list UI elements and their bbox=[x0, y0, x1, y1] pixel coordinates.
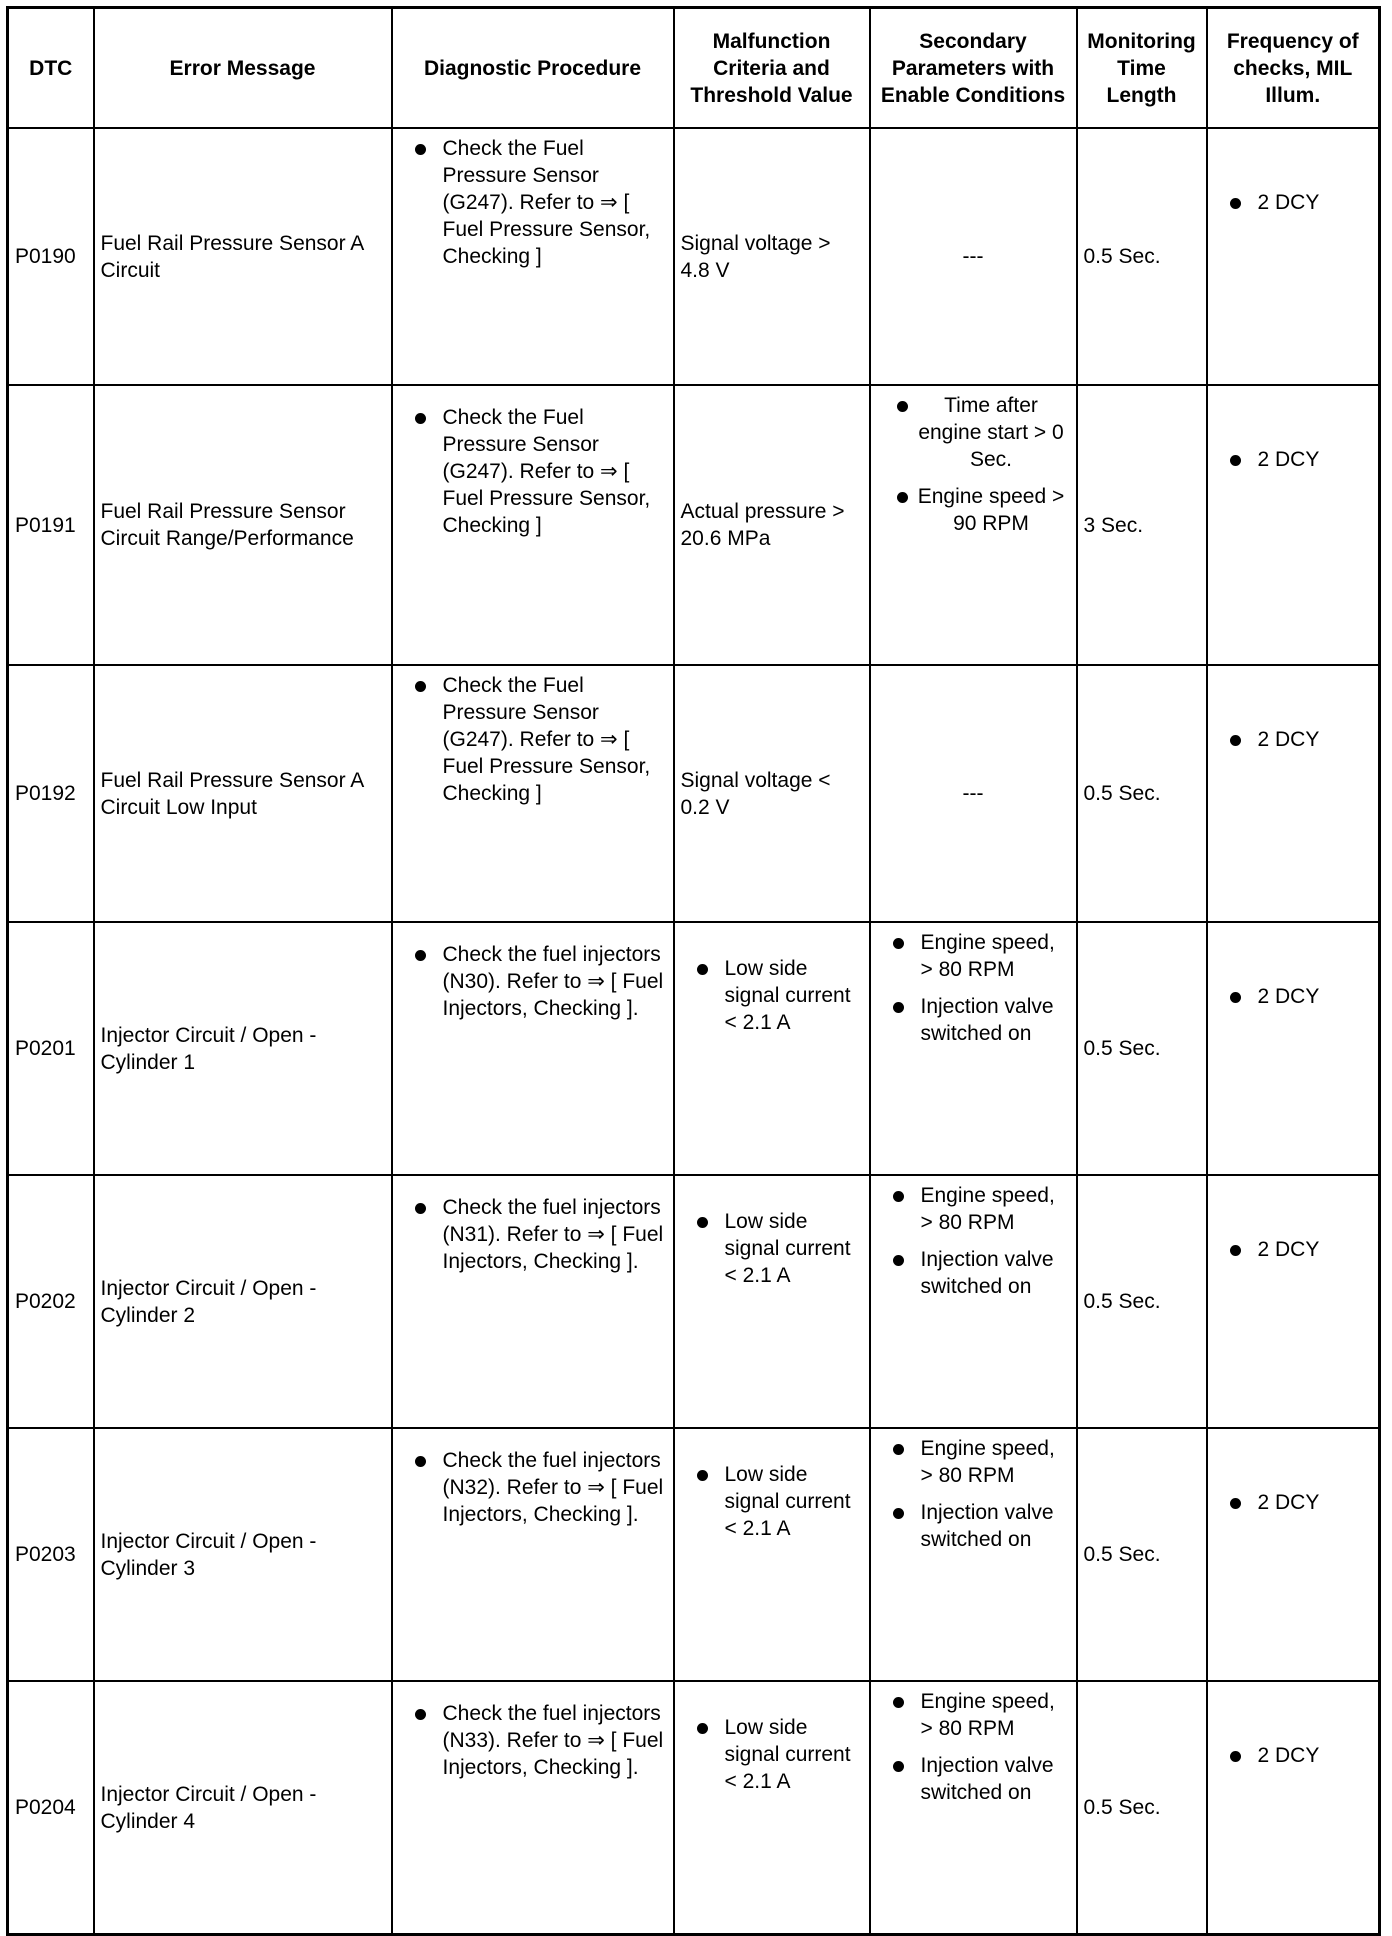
secondary-bullet: Time after engine start > 0 Sec. bbox=[877, 392, 1070, 473]
dtc-code: P0204 bbox=[8, 1681, 94, 1935]
secondary-parameters bbox=[870, 1175, 1077, 1428]
diagnostic-procedure bbox=[392, 385, 674, 665]
secondary-parameters bbox=[870, 922, 1077, 1175]
dtc-code: P0192 bbox=[8, 665, 94, 922]
procedure-bullet: Check the Fuel Pressure Sensor (G247). Refer to ⇒ [ Fuel Pressure Sensor, Checking ] bbox=[399, 672, 667, 807]
secondary-parameters bbox=[870, 1681, 1077, 1935]
header-frequency: Frequency of checks, MIL Illum. bbox=[1207, 8, 1380, 129]
secondary-bullet: Engine speed, > 80 RPM bbox=[877, 929, 1070, 983]
dtc-code: P0202 bbox=[8, 1175, 94, 1428]
table-row bbox=[8, 385, 1380, 665]
header-malfunction-criteria: Malfunction Criteria and Threshold Value bbox=[674, 8, 870, 129]
secondary-bullet: Injection valve switched on bbox=[877, 1246, 1070, 1300]
table-row bbox=[8, 1428, 1380, 1681]
frequency-bullet: 2 DCY bbox=[1214, 1742, 1373, 1769]
table-row bbox=[8, 1175, 1380, 1428]
frequency-bullet: 2 DCY bbox=[1214, 446, 1373, 473]
malfunction-criteria bbox=[674, 1428, 870, 1681]
error-message: Fuel Rail Pressure Sensor A Circuit Low Input bbox=[94, 665, 392, 922]
header-diagnostic-procedure: Diagnostic Procedure bbox=[392, 8, 674, 129]
frequency bbox=[1207, 128, 1380, 385]
diagnostic-procedure bbox=[392, 1428, 674, 1681]
monitoring-time: 0.5 Sec. bbox=[1077, 1428, 1207, 1681]
secondary-bullet: Injection valve switched on bbox=[877, 993, 1070, 1047]
header-error-message: Error Message bbox=[94, 8, 392, 129]
frequency bbox=[1207, 1428, 1380, 1681]
error-message: Injector Circuit / Open - Cylinder 4 bbox=[94, 1681, 392, 1935]
malfunction-criteria: Signal voltage < 0.2 V bbox=[674, 665, 870, 922]
header-secondary-parameters: Secondary Parameters with Enable Conditions bbox=[870, 8, 1077, 129]
procedure-bullet: Check the Fuel Pressure Sensor (G247). Refer to ⇒ [ Fuel Pressure Sensor, Checking ] bbox=[399, 404, 667, 539]
secondary-parameters: --- bbox=[870, 128, 1077, 385]
secondary-bullet: Engine speed > 90 RPM bbox=[877, 483, 1070, 537]
procedure-bullet: Check the fuel injectors (N30). Refer to ⇒ [ Fuel Injectors, Checking ]. bbox=[399, 941, 667, 1022]
monitoring-time: 0.5 Sec. bbox=[1077, 922, 1207, 1175]
header-row bbox=[8, 8, 1380, 129]
secondary-parameters: --- bbox=[870, 665, 1077, 922]
procedure-bullet: Check the fuel injectors (N32). Refer to ⇒ [ Fuel Injectors, Checking ]. bbox=[399, 1447, 667, 1528]
error-message: Injector Circuit / Open - Cylinder 2 bbox=[94, 1175, 392, 1428]
dtc-code: P0201 bbox=[8, 922, 94, 1175]
criteria-bullet: Low side signal current < 2.1 A bbox=[681, 1461, 863, 1542]
frequency bbox=[1207, 385, 1380, 665]
procedure-bullet: Check the fuel injectors (N33). Refer to ⇒ [ Fuel Injectors, Checking ]. bbox=[399, 1700, 667, 1781]
monitoring-time: 3 Sec. bbox=[1077, 385, 1207, 665]
diagnostic-procedure bbox=[392, 1175, 674, 1428]
malfunction-criteria: Actual pressure > 20.6 MPa bbox=[674, 385, 870, 665]
diagnostic-procedure bbox=[392, 128, 674, 385]
frequency bbox=[1207, 922, 1380, 1175]
frequency-bullet: 2 DCY bbox=[1214, 983, 1373, 1010]
error-message: Fuel Rail Pressure Sensor A Circuit bbox=[94, 128, 392, 385]
secondary-bullet: Engine speed, > 80 RPM bbox=[877, 1182, 1070, 1236]
dtc-table bbox=[6, 6, 1381, 1936]
secondary-bullet: Engine speed, > 80 RPM bbox=[877, 1688, 1070, 1742]
error-message: Injector Circuit / Open - Cylinder 1 bbox=[94, 922, 392, 1175]
header-monitoring-time: Monitoring Time Length bbox=[1077, 8, 1207, 129]
frequency-bullet: 2 DCY bbox=[1214, 189, 1373, 216]
table-row bbox=[8, 1681, 1380, 1935]
error-message: Injector Circuit / Open - Cylinder 3 bbox=[94, 1428, 392, 1681]
monitoring-time: 0.5 Sec. bbox=[1077, 665, 1207, 922]
secondary-parameters bbox=[870, 1428, 1077, 1681]
diagnostic-procedure bbox=[392, 1681, 674, 1935]
dtc-code: P0191 bbox=[8, 385, 94, 665]
frequency-bullet: 2 DCY bbox=[1214, 1236, 1373, 1263]
diagnostic-procedure bbox=[392, 922, 674, 1175]
frequency-bullet: 2 DCY bbox=[1214, 726, 1373, 753]
criteria-bullet: Low side signal current < 2.1 A bbox=[681, 1208, 863, 1289]
table-row bbox=[8, 665, 1380, 922]
criteria-bullet: Low side signal current < 2.1 A bbox=[681, 1714, 863, 1795]
dtc-code: P0190 bbox=[8, 128, 94, 385]
criteria-bullet: Low side signal current < 2.1 A bbox=[681, 955, 863, 1036]
frequency-bullet: 2 DCY bbox=[1214, 1489, 1373, 1516]
monitoring-time: 0.5 Sec. bbox=[1077, 128, 1207, 385]
error-message: Fuel Rail Pressure Sensor Circuit Range/Performance bbox=[94, 385, 392, 665]
malfunction-criteria bbox=[674, 1681, 870, 1935]
table-row bbox=[8, 922, 1380, 1175]
secondary-bullet: Injection valve switched on bbox=[877, 1499, 1070, 1553]
malfunction-criteria bbox=[674, 1175, 870, 1428]
malfunction-criteria: Signal voltage > 4.8 V bbox=[674, 128, 870, 385]
table-row bbox=[8, 128, 1380, 385]
monitoring-time: 0.5 Sec. bbox=[1077, 1681, 1207, 1935]
secondary-bullet: Engine speed, > 80 RPM bbox=[877, 1435, 1070, 1489]
frequency bbox=[1207, 1175, 1380, 1428]
diagnostic-procedure bbox=[392, 665, 674, 922]
header-dtc: DTC bbox=[8, 8, 94, 129]
frequency bbox=[1207, 665, 1380, 922]
monitoring-time: 0.5 Sec. bbox=[1077, 1175, 1207, 1428]
malfunction-criteria bbox=[674, 922, 870, 1175]
procedure-bullet: Check the fuel injectors (N31). Refer to ⇒ [ Fuel Injectors, Checking ]. bbox=[399, 1194, 667, 1275]
frequency bbox=[1207, 1681, 1380, 1935]
secondary-bullet: Injection valve switched on bbox=[877, 1752, 1070, 1806]
procedure-bullet: Check the Fuel Pressure Sensor (G247). Refer to ⇒ [ Fuel Pressure Sensor, Checking ] bbox=[399, 135, 667, 270]
dtc-code: P0203 bbox=[8, 1428, 94, 1681]
secondary-parameters bbox=[870, 385, 1077, 665]
